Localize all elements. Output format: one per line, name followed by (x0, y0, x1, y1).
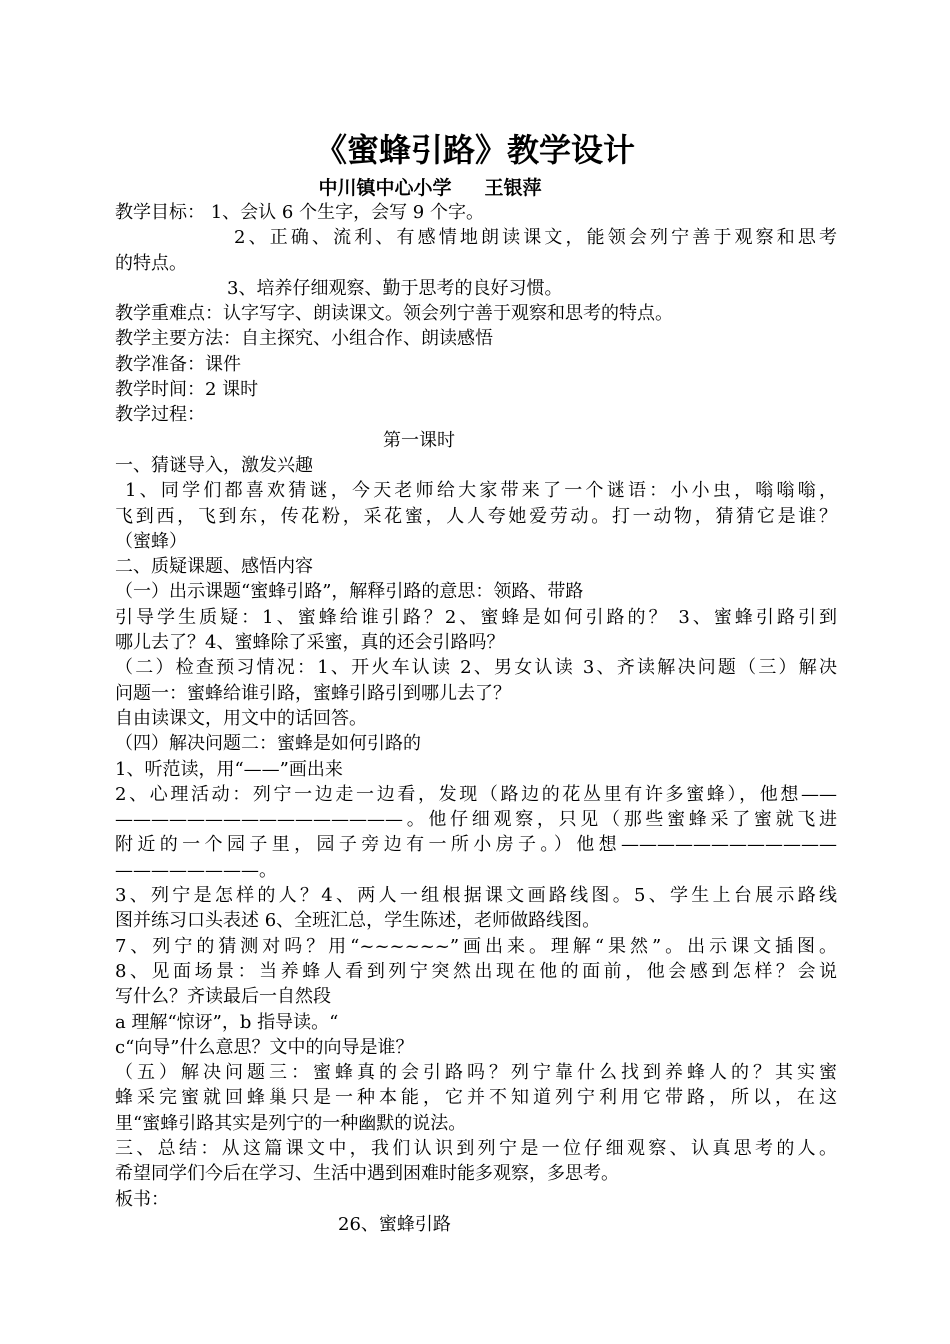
text-line: ————————。 (115, 859, 277, 881)
text-line: 教学准备：课件 (115, 353, 241, 375)
text-line: 7、列宁的猜测对吗？用“~~~~~~”画出来。理解“果然”。出示课文插图。 (115, 935, 837, 957)
text-line: 3、培养仔细观察、勤于思考的良好习惯。 (227, 277, 563, 299)
text-line: 二、质疑课题、感悟内容 (115, 556, 313, 578)
text-line: 教学过程： (115, 404, 205, 426)
text-line: 教学主要方法：自主探究、小组合作、朗读感悟 (115, 328, 493, 350)
text-line: 2、正确、流利、有感情地朗读课文，能领会列宁善于观察和思考 (234, 227, 837, 249)
text-line: 一、猜谜导入，激发兴趣 (115, 454, 313, 476)
text-line: （二）检查预习情况：1、开火车认读 2、男女认读 3、齐读解决问题（三）解决 (115, 657, 837, 679)
text-line: 引导学生质疑：1、蜜蜂给谁引路？2、蜜蜂是如何引路的？ 3、蜜蜂引路引到 (115, 606, 837, 628)
text-line: 问题一：蜜蜂给谁引路，蜜蜂引路引到哪儿去了？ (115, 682, 511, 704)
text-line: 图并练习口头表述 6、全班汇总，学生陈述，老师做路线图。 (115, 910, 601, 932)
text-line: 1、同学们都喜欢猜谜，今天老师给大家带来了一个谜语：小小虫，嗡嗡嗡， (125, 480, 837, 502)
text-line: 的特点。 (115, 252, 187, 274)
text-line: 2、心理活动：列宁一边走一边看，发现（路边的花丛里有许多蜜蜂），他想—— (115, 783, 837, 805)
text-line: 自由读课文，用文中的话回答。 (115, 707, 367, 729)
text-line: 板书： (115, 1188, 169, 1210)
text-line: 附近的一个园子里，园子旁边有一所小房子。）他想———————————— (115, 834, 837, 856)
text-line: c“向导”什么意思？文中的向导是谁？ (115, 1036, 414, 1058)
text-line: 希望同学们今后在学习、生活中遇到困难时能多观察，多思考。 (115, 1163, 619, 1185)
text-line: 1、听范读，用“——”画出来 (115, 758, 343, 780)
text-line: 教学重难点：认字写字、朗读课文。领会列宁善于观察和思考的特点。 (115, 303, 673, 325)
text-line: a 理解“惊讶”，b 指导读。“ (115, 1011, 339, 1033)
text-line: 3、列宁是怎样的人？4、两人一组根据课文画路线图。5、学生上台展示路线 (115, 885, 837, 907)
author-line: 中川镇中心小学 王银萍 (318, 177, 542, 199)
text-line: 三、总结：从这篇课文中，我们认识到列宁是一位仔细观察、认真思考的人。 (115, 1137, 837, 1159)
text-line: 哪儿去了？4、蜜蜂除了采蜜，真的还会引路吗？ (115, 632, 505, 654)
section-heading: 第一课时 (383, 429, 455, 451)
text-line: 里“蜜蜂引路其实是列宁的一种幽默的说法。 (115, 1112, 467, 1134)
blackboard-title: 26、蜜蜂引路 (338, 1213, 451, 1235)
text-line: 教学时间：2 课时 (115, 379, 259, 401)
text-line: （一）出示课题“蜜蜂引路”，解释引路的意思：领路、带路 (115, 581, 584, 603)
text-line: ————————————————。他仔细观察，只见（那些蜜蜂采了蜜就飞进 (115, 809, 837, 831)
text-line: （四）解决问题二：蜜蜂是如何引路的 (115, 733, 421, 755)
text-line: 蜂采完蜜就回蜂巢只是一种本能，它并不知道列宁利用它带路，所以，在这 (115, 1087, 837, 1109)
text-line: 飞到西，飞到东，传花粉，采花蜜，人人夸她爱劳动。打一动物，猜猜它是谁？ (115, 505, 837, 527)
document-title: 《蜜蜂引路》教学设计 (314, 131, 635, 169)
text-line: 写什么？齐读最后一自然段 (115, 986, 331, 1008)
text-line: （蜜蜂） (115, 530, 187, 552)
text-line: 教学目标： 1、会认 6 个生字，会写 9 个字。 (115, 202, 484, 223)
text-line: （五）解决问题三：蜜蜂真的会引路吗？列宁靠什么找到养蜂人的？其实蜜 (115, 1062, 837, 1084)
document-body (115, 200, 837, 1237)
text-line: 8、见面场景：当养蜂人看到列宁突然出现在他的面前，他会感到怎样？会说 (115, 960, 837, 982)
